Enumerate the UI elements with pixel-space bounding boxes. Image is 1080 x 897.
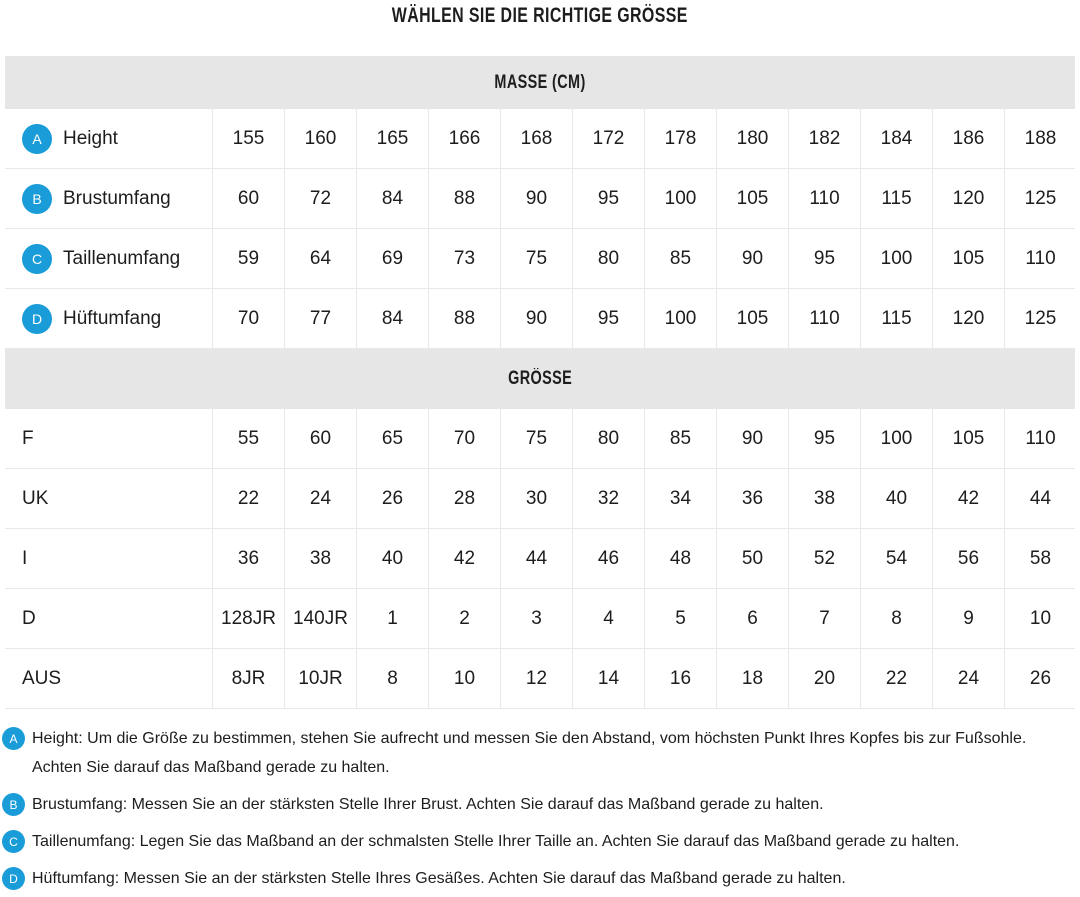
value-cell: 28 [428,469,500,528]
value-cell: 72 [284,169,356,228]
value-cell: 52 [788,529,860,588]
page-title-text: WÄHLEN SIE DIE RICHTIGE GRÖSSE [391,4,689,27]
row-label-cell [5,109,212,168]
row-label: Hüftumfang [63,307,162,329]
value-cell: 180 [716,109,788,168]
value-cell: 100 [644,169,716,228]
value-cell: 44 [500,529,572,588]
value-cell: 56 [932,529,1004,588]
table-row-uk [5,469,1075,529]
value-cell: 40 [860,469,932,528]
value-cell: 10 [1004,589,1076,648]
value-cell: 30 [500,469,572,528]
value-cell: 85 [644,409,716,468]
table-row-h-ftumfang [5,289,1075,349]
value-cell: 69 [356,229,428,288]
value-cell: 166 [428,109,500,168]
value-cell: 46 [572,529,644,588]
value-cell: 178 [644,109,716,168]
value-cell: 70 [212,289,284,348]
value-cell: 115 [860,289,932,348]
value-cell: 18 [716,649,788,708]
value-cell: 140JR [284,589,356,648]
footnotes [2,724,1080,893]
value-cell: 10 [428,649,500,708]
row-label-cell [5,229,212,288]
row-label: Taillenumfang [63,247,181,269]
badge-c: C [22,244,52,274]
value-cell: 24 [284,469,356,528]
section-header-masse-cm [5,56,1075,109]
value-cell: 55 [212,409,284,468]
value-cell: 60 [284,409,356,468]
row-label: D [22,607,36,629]
badge-a: A [22,124,52,154]
value-cell: 12 [500,649,572,708]
value-cell: 38 [284,529,356,588]
row-label: UK [22,487,49,509]
value-cell: 172 [572,109,644,168]
value-cell: 9 [932,589,1004,648]
section-header-label: GRÖSSE [507,368,573,389]
table-row-f [5,409,1075,469]
value-cell: 36 [212,529,284,588]
value-cell: 110 [788,289,860,348]
value-cell: 100 [860,409,932,468]
table-row-aus [5,649,1075,709]
value-cell: 105 [932,409,1004,468]
footnote-badge-b: B [2,793,25,816]
value-cell: 120 [932,289,1004,348]
value-cell: 110 [788,169,860,228]
value-cell: 105 [716,169,788,228]
value-cell: 16 [644,649,716,708]
value-cell: 90 [716,409,788,468]
size-table [5,56,1075,709]
footnote-text: Hüftumfang: Messen Sie an der stärksten Stelle Ihres Gesäßes. Achten Sie darauf das Maßband gerade zu halten. [32,870,846,887]
row-label-cell [5,169,212,228]
value-cell: 8 [860,589,932,648]
value-cell: 100 [644,289,716,348]
value-cell: 58 [1004,529,1076,588]
value-cell: 186 [932,109,1004,168]
value-cell: 14 [572,649,644,708]
badge-b: B [22,184,52,214]
footnote-text: Brustumfang: Messen Sie an der stärksten Stelle Ihrer Brust. Achten Sie darauf das Maßband gerade zu halten. [32,796,824,813]
footnote-d [2,864,1080,893]
footnote-badge-d: D [2,867,25,890]
value-cell: 95 [572,289,644,348]
value-cell: 65 [356,409,428,468]
value-cell: 90 [716,229,788,288]
size-guide-page [0,4,1080,893]
value-cell: 105 [716,289,788,348]
value-cell: 3 [500,589,572,648]
footnote-text: Taillenumfang: Legen Sie das Maßband an der schmalsten Stelle Ihrer Taille an. Achten Sie darauf das Maßband gerade zu halten. [32,833,960,850]
table-row-i [5,529,1075,589]
value-cell: 90 [500,169,572,228]
value-cell: 75 [500,229,572,288]
row-label-cell [5,469,212,528]
value-cell: 110 [1004,409,1076,468]
value-cell: 2 [428,589,500,648]
value-cell: 120 [932,169,1004,228]
value-cell: 4 [572,589,644,648]
value-cell: 10JR [284,649,356,708]
value-cell: 64 [284,229,356,288]
row-label-cell [5,649,212,708]
value-cell: 1 [356,589,428,648]
value-cell: 110 [1004,229,1076,288]
value-cell: 75 [500,409,572,468]
table-row-height [5,109,1075,169]
value-cell: 22 [212,469,284,528]
footnote-text: Height: Um die Größe zu bestimmen, stehen Sie aufrecht und messen Sie den Abstand, vom höchsten Punkt Ihres Kopfes bis zur Fußsohle. Achten Sie darauf das Maßband gerade zu halten. [32,730,1027,776]
value-cell: 8 [356,649,428,708]
value-cell: 70 [428,409,500,468]
value-cell: 160 [284,109,356,168]
value-cell: 155 [212,109,284,168]
value-cell: 88 [428,169,500,228]
value-cell: 125 [1004,289,1076,348]
value-cell: 38 [788,469,860,528]
value-cell: 184 [860,109,932,168]
value-cell: 44 [1004,469,1076,528]
value-cell: 42 [428,529,500,588]
value-cell: 128JR [212,589,284,648]
row-label: Brustumfang [63,187,171,209]
badge-d: D [22,304,52,334]
value-cell: 73 [428,229,500,288]
value-cell: 115 [860,169,932,228]
row-label: F [22,427,34,449]
value-cell: 40 [356,529,428,588]
row-label-cell [5,529,212,588]
value-cell: 60 [212,169,284,228]
value-cell: 59 [212,229,284,288]
row-label: AUS [22,667,62,689]
value-cell: 50 [716,529,788,588]
row-label-cell [5,589,212,648]
value-cell: 100 [860,229,932,288]
value-cell: 48 [644,529,716,588]
value-cell: 36 [716,469,788,528]
value-cell: 34 [644,469,716,528]
footnote-b [2,790,1080,819]
value-cell: 105 [932,229,1004,288]
section-header-gr-sse [5,349,1075,409]
value-cell: 32 [572,469,644,528]
value-cell: 54 [860,529,932,588]
value-cell: 22 [860,649,932,708]
footnote-c [2,827,1080,856]
value-cell: 182 [788,109,860,168]
value-cell: 5 [644,589,716,648]
value-cell: 8JR [212,649,284,708]
value-cell: 84 [356,289,428,348]
value-cell: 168 [500,109,572,168]
value-cell: 77 [284,289,356,348]
table-row-taillenumfang [5,229,1075,289]
row-label: I [22,547,28,569]
row-label: Height [63,127,118,149]
value-cell: 26 [356,469,428,528]
footnote-a [2,724,1080,782]
row-label-cell [5,409,212,468]
value-cell: 80 [572,229,644,288]
value-cell: 95 [788,229,860,288]
value-cell: 85 [644,229,716,288]
value-cell: 7 [788,589,860,648]
table-row-brustumfang [5,169,1075,229]
value-cell: 95 [572,169,644,228]
value-cell: 88 [428,289,500,348]
table-row-d [5,589,1075,649]
section-header-label: MASSE (CM) [494,71,586,93]
page-title [0,4,1080,28]
value-cell: 125 [1004,169,1076,228]
footnote-badge-c: C [2,830,25,853]
value-cell: 42 [932,469,1004,528]
row-label-cell [5,289,212,348]
value-cell: 6 [716,589,788,648]
value-cell: 95 [788,409,860,468]
value-cell: 165 [356,109,428,168]
value-cell: 80 [572,409,644,468]
value-cell: 90 [500,289,572,348]
value-cell: 26 [1004,649,1076,708]
value-cell: 20 [788,649,860,708]
value-cell: 188 [1004,109,1076,168]
value-cell: 24 [932,649,1004,708]
footnote-badge-a: A [2,727,25,750]
value-cell: 84 [356,169,428,228]
